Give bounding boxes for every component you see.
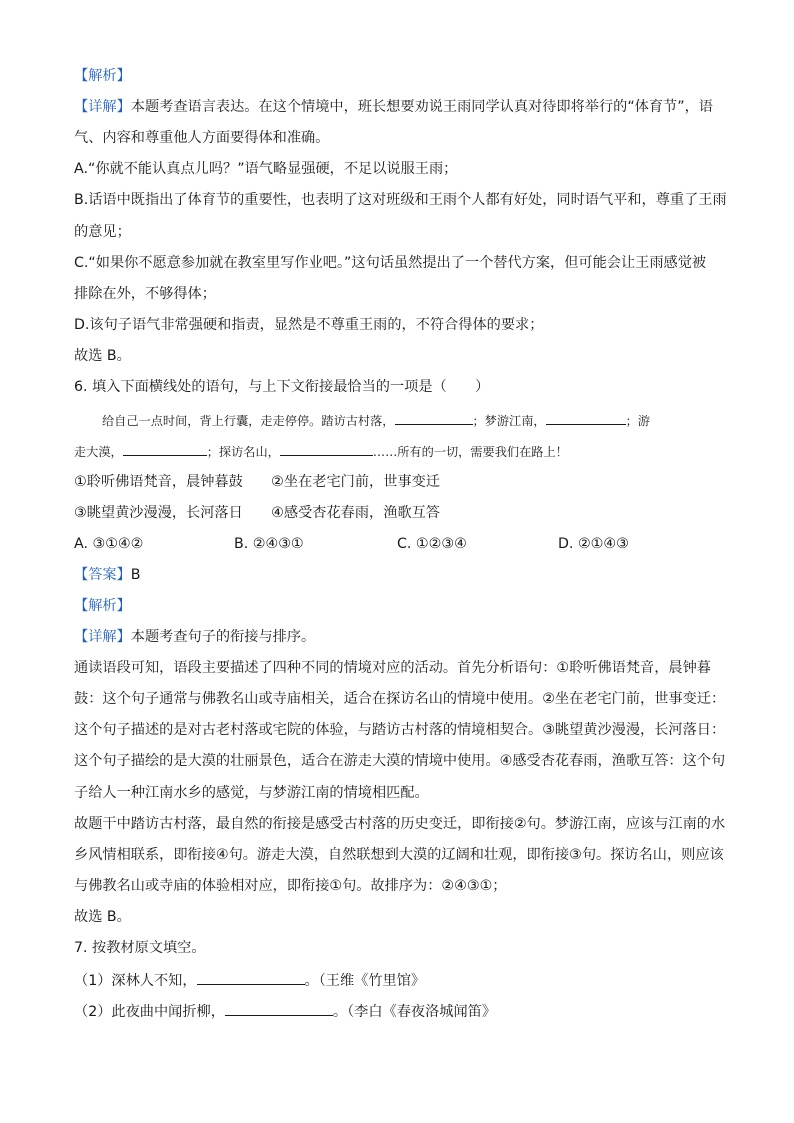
option-c: C. ①②③④ <box>397 536 467 552</box>
option-a: A. ③①④② <box>74 536 144 552</box>
detail-paragraph <box>74 97 713 117</box>
final-choice: 故选 B。 <box>74 909 131 925</box>
poem-prefix: （1）深林人不知， <box>74 973 197 989</box>
passage-text: 给自己一点时间，背上行囊，走走停停。踏访古村落， <box>102 414 395 428</box>
question-6-items-row1: ①聆听佛语梵音，晨钟暮鼓 ②坐在老宅门前，世事变迁 <box>74 474 440 490</box>
passage-text: ；探访名山， <box>206 445 280 459</box>
explanation-line: 这个句子描绘的是大漠的壮丽景色，适合在游走大漠的情境中使用。④感受杏花春雨，渔歌互答：这个句 <box>74 753 726 769</box>
passage-text: ；梦游江南， <box>472 414 546 428</box>
passage-text: ……所有的一切，需要我们在路上！ <box>372 445 568 459</box>
explanation-line: 故题干中踏访古村落，最自然的衔接是感受古村落的历史变迁，即衔接②句。梦游江南，应该与江南的水 <box>74 816 726 832</box>
analysis-tag: 【解析】 <box>74 68 131 84</box>
detail-text: 本题考查句子的衔接与排序。 <box>130 629 316 645</box>
answer-tag: 【答案】 <box>74 567 131 583</box>
poem-source: 。（李白《春夜洛城闻笛》 <box>332 1004 497 1020</box>
detail-text: 本题考查语言表达。在这个情境中，班长想要劝说王雨同学认真对待即将举行的“体育节”，语 <box>130 99 713 115</box>
question-7-item-1 <box>74 970 425 991</box>
detail-tag: 【详解】 <box>74 99 131 115</box>
detail-continuation: 气、内容和尊重他人方面要得体和准确。 <box>74 130 330 146</box>
question-7-item-2 <box>74 1001 496 1022</box>
question-6-items-row2: ③眺望黄沙漫漫，长河落日 ④感受杏花春雨，渔歌互答 <box>74 505 440 521</box>
explanation-line: 通读语段可知，语段主要描述了四种不同的情境对应的活动。首先分析语句：①聆听佛语梵音，晨钟暮 <box>74 660 711 676</box>
analysis-tag: 【解析】 <box>74 598 131 614</box>
option-b: B. ②④③① <box>234 536 304 552</box>
question-7-stem: 7. 按教材原文填空。 <box>74 940 206 956</box>
option-a-analysis: A.“你就不能认真点儿吗？”语气略显强硬，不足以说服王雨； <box>74 161 458 177</box>
question-6-passage-line1 <box>102 410 650 431</box>
option-d: D. ②①④③ <box>558 536 629 552</box>
fill-blank <box>546 410 626 425</box>
poem-prefix: （2）此夜曲中闻折柳， <box>74 1004 225 1020</box>
poem-source: 。（王维《竹里馆》 <box>304 973 426 989</box>
fill-blank <box>225 1001 333 1016</box>
option-b-analysis-line1: B.话语中既指出了体育节的重要性，也表明了这对班级和王雨个人都有好处，同时语气平和，尊重了王雨 <box>74 192 727 208</box>
answer-value: B <box>130 567 141 583</box>
explanation-line: 与佛教名山或寺庙的体验相对应，即衔接①句。故排序为：②④③①； <box>74 878 507 894</box>
detail-tag: 【详解】 <box>74 629 131 645</box>
option-b-analysis-line2: 的意见； <box>74 224 131 240</box>
option-c-analysis-line1: C.“如果你不愿意参加就在教室里写作业吧。”这句话虽然提出了一个替代方案，但可能会让王雨感觉被 <box>74 255 707 271</box>
explanation-line: 乡风情相联系，即衔接④句。游走大漠，自然联想到大漠的辽阔和壮观，即衔接③句。探访名山，则应该 <box>74 847 724 863</box>
passage-text: ；游 <box>625 414 650 428</box>
question-6-stem: 6. 填入下面横线处的语句，与上下文衔接最恰当的一项是（ ） <box>74 379 490 395</box>
explanation-line: 子给人一种江南水乡的感觉，与梦游江南的情境相匹配。 <box>74 785 429 801</box>
final-choice: 故选 B。 <box>74 348 131 364</box>
fill-blank <box>395 410 473 425</box>
passage-text: 走大漠， <box>74 445 123 459</box>
question-6-passage-line2 <box>74 441 568 462</box>
answer-line <box>74 565 141 585</box>
fill-blank <box>197 970 305 985</box>
option-d-analysis: D.该句子语气非常强硬和指责，显然是不尊重王雨的，不符合得体的要求； <box>74 317 544 333</box>
explanation-line: 鼓：这个句子通常与佛教名山或寺庙相关，适合在探访名山的情境中使用。②坐在老宅门前，世事变迁： <box>74 691 726 707</box>
option-c-analysis-line2: 排除在外，不够得体； <box>74 286 216 302</box>
explanation-line: 这个句子描述的是对古老村落或宅院的体验，与踏访古村落的情境相契合。③眺望黄沙漫漫，长河落日： <box>74 722 726 738</box>
fill-blank <box>280 441 373 456</box>
fill-blank <box>123 441 207 456</box>
detail-paragraph <box>74 627 315 647</box>
